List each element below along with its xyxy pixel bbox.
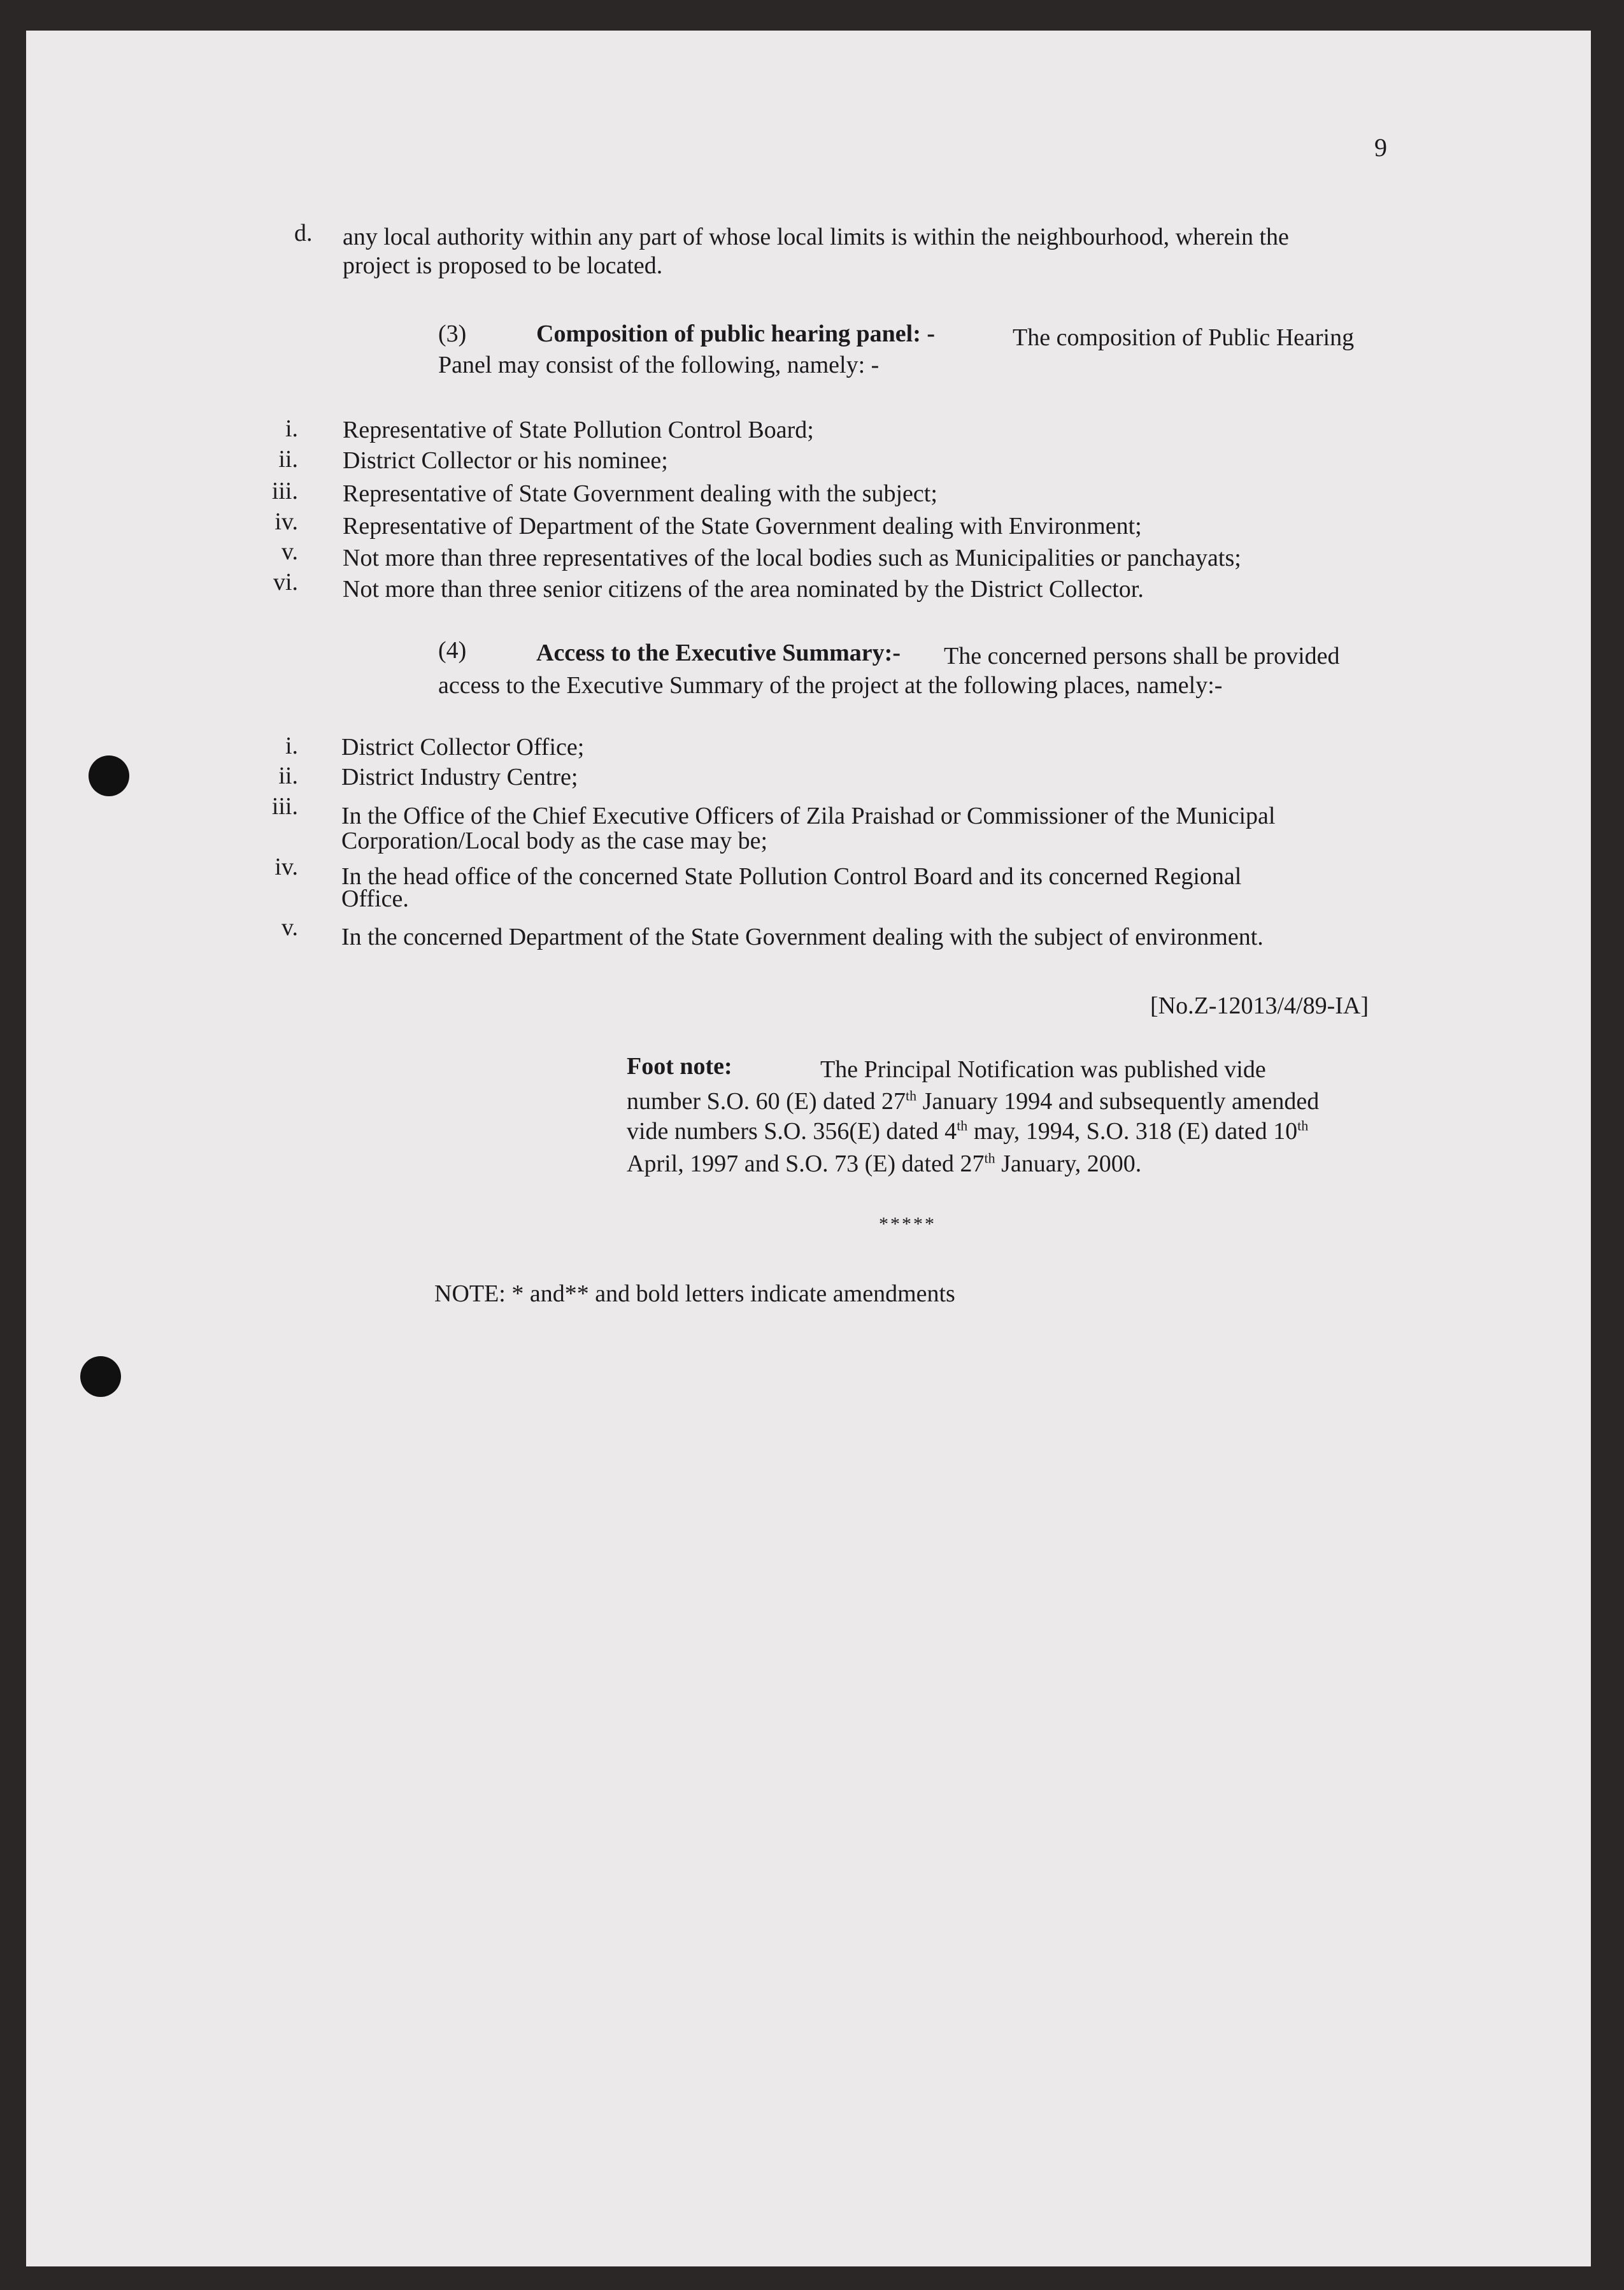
section-heading: Composition of public hearing panel: - (536, 320, 936, 347)
punch-hole (80, 1356, 121, 1397)
list-marker: iii. (271, 478, 298, 505)
list-item: Not more than three senior citizens of the area nominated by the District Collector. (343, 576, 1144, 603)
amendment-note: NOTE: * and** and bold letters indicate amendments (434, 1280, 955, 1307)
list-item: Not more than three representatives of the local bodies such as Municipalities or panchayats; (343, 545, 1241, 571)
page-number: 9 (1374, 133, 1387, 162)
list-marker: i. (285, 415, 298, 442)
list-marker: iv. (274, 854, 298, 880)
list-marker: iii. (271, 793, 298, 820)
footnote-label: Foot note: (627, 1053, 732, 1080)
footnote-line: vide numbers S.O. 356(E) dated 4th may, 1994, S.O. 318 (E) dated 10th (627, 1117, 1309, 1145)
list-marker: vi. (273, 569, 298, 596)
list-item: District Industry Centre; (341, 764, 578, 791)
list-marker: ii. (278, 762, 298, 789)
list-item: In the head office of the concerned State Pollution Control Board and its concerned Regional (341, 863, 1242, 890)
list-item: Office. (341, 885, 409, 912)
list-item: District Collector Office; (341, 734, 585, 761)
list-marker: i. (285, 733, 298, 759)
footnote-line: April, 1997 and S.O. 73 (E) dated 27th January, 2000. (627, 1150, 1142, 1177)
list-item: Representative of State Government dealing with the subject; (343, 480, 937, 507)
list-marker: iv. (274, 508, 298, 535)
section-number: (4) (438, 637, 467, 664)
section-heading: Access to the Executive Summary:- (536, 640, 901, 666)
reference-number: [No.Z-12013/4/89-IA] (1150, 992, 1369, 1019)
paragraph-line: access to the Executive Summary of the project at the following places, namely:- (438, 672, 1223, 699)
list-item: District Collector or his nominee; (343, 447, 668, 474)
paragraph-line: The concerned persons shall be provided (944, 643, 1340, 669)
list-marker: d. (294, 220, 313, 247)
footnote-line: The Principal Notification was published vide (820, 1056, 1266, 1083)
paragraph-line: project is proposed to be located. (343, 252, 663, 279)
list-marker: ii. (278, 446, 298, 473)
list-item: In the Office of the Chief Executive Officers of Zila Praishad or Commissioner of the Municipal (341, 803, 1276, 829)
list-item: In the concerned Department of the State Government dealing with the subject of environment. (341, 924, 1264, 950)
footnote-line: number S.O. 60 (E) dated 27th January 1994 and subsequently amended (627, 1087, 1320, 1115)
list-marker: v. (281, 914, 298, 941)
paragraph-line: any local authority within any part of whose local limits is within the neighbourhood, wherein the (343, 224, 1289, 250)
punch-hole (89, 755, 129, 796)
list-item: Corporation/Local body as the case may be; (341, 827, 768, 854)
list-item: Representative of State Pollution Control Board; (343, 417, 814, 443)
list-marker: v. (281, 538, 298, 565)
paragraph-line: Panel may consist of the following, namely: - (438, 352, 880, 378)
list-item: Representative of Department of the State Government dealing with Environment; (343, 513, 1142, 540)
paragraph-line: The composition of Public Hearing (1013, 324, 1355, 351)
section-number: (3) (438, 320, 467, 347)
separator: ***** (879, 1213, 936, 1234)
